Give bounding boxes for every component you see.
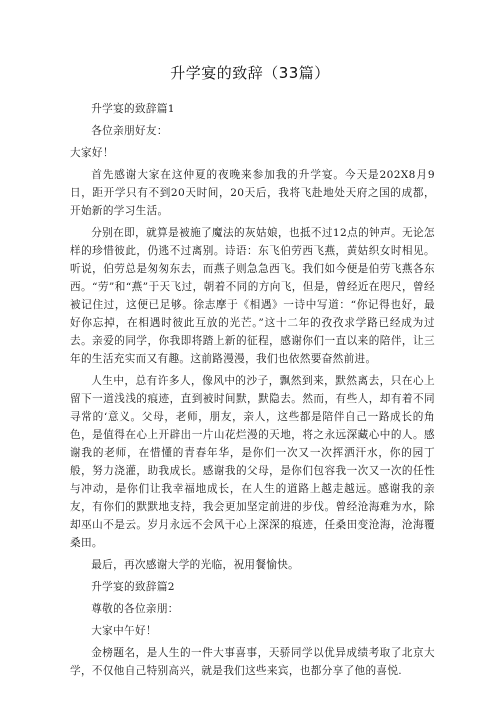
paragraph: 分别在即，就算是被施了魔法的灰姑娘，也抵不过12点的钟声。无论怎样的珍惜彼此，仍逃不过离别。诗语：东飞伯劳西飞燕，黄姑织女时相见。听说，伯劳总是匆匆东去，而燕子则急急西飞。我们如今便是伯劳飞燕各东西。“劳”和“燕”于天飞过，朝着不同的方向飞，但是，曾经近在咫尺，曾经被记住过，这便已足够。徐志摩于《相遇》一诗中写道：“你记得也好，最好你忘掉，在相遇时彼此互放的光芒。”这十二年的孜孜求学路已经成为过去。亲爱的同学，你我即将踏上新的征程，感谢你们一直以来的陪伴，让三年的生活充实而又有趣。这前路漫漫，我们也依然要奋然前进。 (70, 227, 435, 365)
section-heading: 升学宴的致辞篇1 (91, 103, 175, 115)
section-heading: 升学宴的致辞篇2 (91, 581, 175, 593)
salutation: 尊敬的各位亲朋： (91, 603, 179, 615)
paragraph: 人生中，总有许多人，像风中的沙子，飘然到来，默然离去，只在心上留下一道浅浅的痕迹，直到被时间默，默隐去。然而，有些人，却有着不同寻常的‘意义。父母，老师，朋友，亲人，这些都是陪伴自己一路成长的角色，是值得在心上开辟出一片山花烂漫的天地，将之永远深藏心中的人。感谢我的老师，在惜懂的青春年华，是你们一次又一次挥洒汗水，你的园丁般，努力浇灌，助我成长。感谢我的父母，是你们包容我一次又一次的任性与冲动，是你们让我幸福地成长，在人生的道路上越走越远。感谢我的亲友，有你们的默默地支持，我会更加坚定前进的步伐。曾经沧海难为水，除却巫山不是云。岁月永远不会风干心上深深的痕迹，任桑田变沧海，沧海覆桑田。 (70, 375, 435, 549)
salutation: 各位亲朋好友： (91, 125, 168, 137)
paragraph: 最后，再次感谢大学的光临，祝用餐愉快。 (91, 559, 300, 571)
greeting: 大家好！ (70, 147, 114, 159)
page-title: 升学宴的致辞（33篇） (170, 64, 330, 82)
greeting: 大家中午好！ (91, 625, 157, 637)
paragraph: 首先感谢大家在这仲夏的夜晚来参加我的升学宴。今天是202X8月9日，距开学只有不到20天时间，20天后，我将飞赴地处天府之国的成都，开始新的学习生活。 (70, 169, 435, 217)
paragraph: 金榜题名，是人生的一件大事喜事，天骄同学以优异成绩考取了北京大学，不仅他自己特别高兴，就是我们这些来宾，也都分享了他的喜悦. (70, 647, 435, 677)
document-body (70, 100, 435, 684)
